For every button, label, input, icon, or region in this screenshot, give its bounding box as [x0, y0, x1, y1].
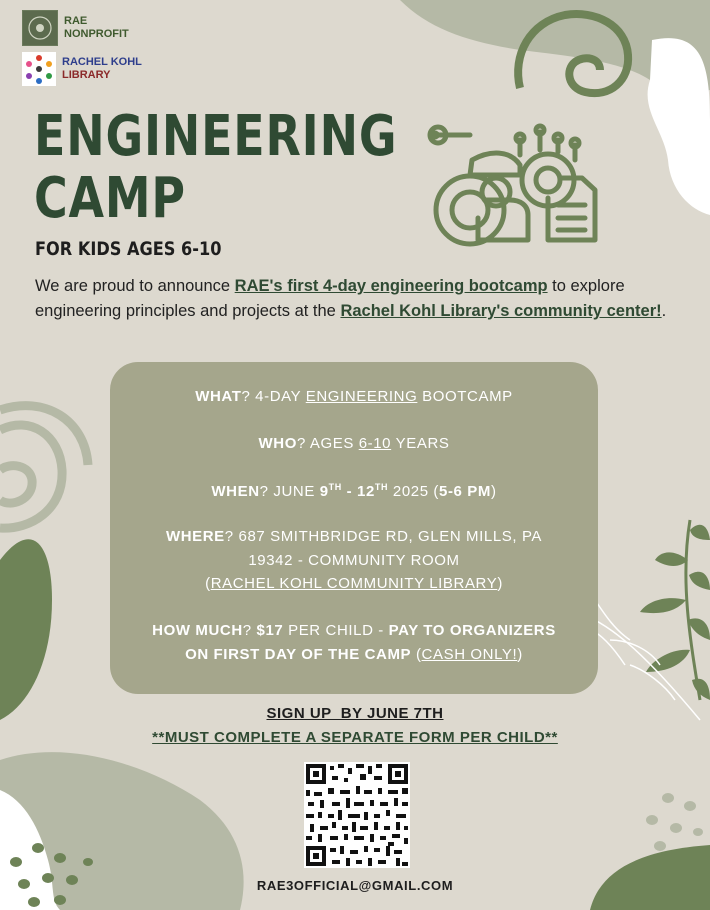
intro-text-3: .: [661, 302, 667, 320]
page-title: [34, 106, 397, 230]
when-year: 2025 (: [388, 483, 440, 500]
signup-qr-code[interactable]: [304, 762, 410, 868]
details-card: [110, 362, 598, 694]
community-center-link[interactable]: Rachel Kohl Library's community center!: [340, 302, 662, 320]
separate-form-notice: **MUST COMPLETE A SEPARATE FORM PER CHILD**: [152, 729, 558, 746]
where-close: ): [497, 575, 503, 592]
what-underlined: ENGINEERING: [305, 388, 418, 405]
cost-pay1: PAY TO ORGANIZERS: [388, 622, 556, 639]
cost-close: ): [517, 646, 523, 663]
when-time: 5-6 PM: [439, 483, 491, 500]
detail-where-line2: 19342 - COMMUNITY ROOM: [248, 552, 460, 569]
when-sup2: TH: [374, 482, 389, 492]
bottom-right-dots: [646, 793, 703, 851]
cost-amount: $17: [256, 622, 284, 639]
contact-email[interactable]: RAE3OFFICIAL@GMAIL.COM: [256, 878, 454, 893]
when-sup1: TH: [328, 482, 342, 492]
rachel-kohl-logo: [22, 52, 142, 86]
detail-where-line3: [110, 575, 598, 592]
detail-cost-line1: [110, 622, 598, 639]
who-text: ? AGES: [296, 435, 359, 452]
cost-cash: CASH ONLY!: [421, 646, 518, 663]
detail-cost-line2: [110, 646, 598, 663]
signup-deadline: SIGN UP BY JUNE 7TH: [266, 705, 444, 722]
cost-q: ?: [242, 622, 257, 639]
rae-logo-line2: NONPROFIT: [64, 28, 129, 40]
title-line2: CAMP: [34, 166, 186, 231]
when-dash: -: [341, 483, 358, 500]
detail-where-line1: [110, 528, 598, 545]
intro-text-1: We are proud to announce: [35, 277, 235, 295]
intro-paragraph: [35, 274, 675, 324]
who-underlined: 6-10: [358, 435, 392, 452]
left-swirl-icon: [0, 406, 88, 528]
who-label: WHO: [258, 435, 297, 452]
qr-code-icon: [304, 762, 410, 868]
where-address: ? 687 SMITHBRIDGE RD, GLEN MILLS, PA: [224, 528, 543, 545]
detail-when: [110, 482, 598, 500]
detail-what: [110, 388, 598, 405]
rkl-logo-line1: RACHEL KOHL: [62, 56, 142, 68]
where-library: RACHEL KOHL COMMUNITY LIBRARY: [210, 575, 498, 592]
rae-logo-line1: RAE: [64, 15, 88, 27]
what-label: WHAT: [195, 388, 242, 405]
rae-seal-icon: [22, 10, 58, 46]
where-label: WHERE: [165, 528, 225, 545]
cost-per: PER CHILD -: [283, 622, 389, 639]
title-line1: ENGINEERING: [34, 104, 398, 169]
rachel-kohl-library-icon: [22, 52, 56, 86]
right-fern-icon: [640, 520, 710, 700]
when-label: WHEN: [211, 483, 260, 500]
when-day1: 9: [319, 483, 329, 500]
intro-text-2: to explore engineering principles and projects at the: [35, 277, 625, 320]
what-text: ? 4-DAY: [241, 388, 306, 405]
when-day2: 12: [357, 483, 375, 500]
where-open: (: [205, 575, 211, 592]
what-rest: BOOTCAMP: [417, 388, 513, 405]
cost-open: (: [411, 646, 422, 663]
when-close: ): [490, 483, 497, 500]
top-right-white-blob: [648, 38, 710, 215]
cost-label: HOW MUCH: [152, 622, 243, 639]
who-rest: YEARS: [391, 435, 450, 452]
when-text: ? JUNE: [259, 483, 320, 500]
rae-logo: [22, 10, 129, 46]
page-subtitle: FOR KIDS AGES 6-10: [35, 238, 222, 260]
left-leaf-shape: [0, 539, 52, 720]
engineer-gears-icon: [430, 126, 595, 244]
bootcamp-link[interactable]: RAE's first 4-day engineering bootcamp: [234, 277, 548, 295]
rkl-logo-line2: LIBRARY: [62, 69, 111, 81]
cost-pay2: ON FIRST DAY OF THE CAMP: [185, 646, 412, 663]
detail-who: [110, 435, 598, 452]
